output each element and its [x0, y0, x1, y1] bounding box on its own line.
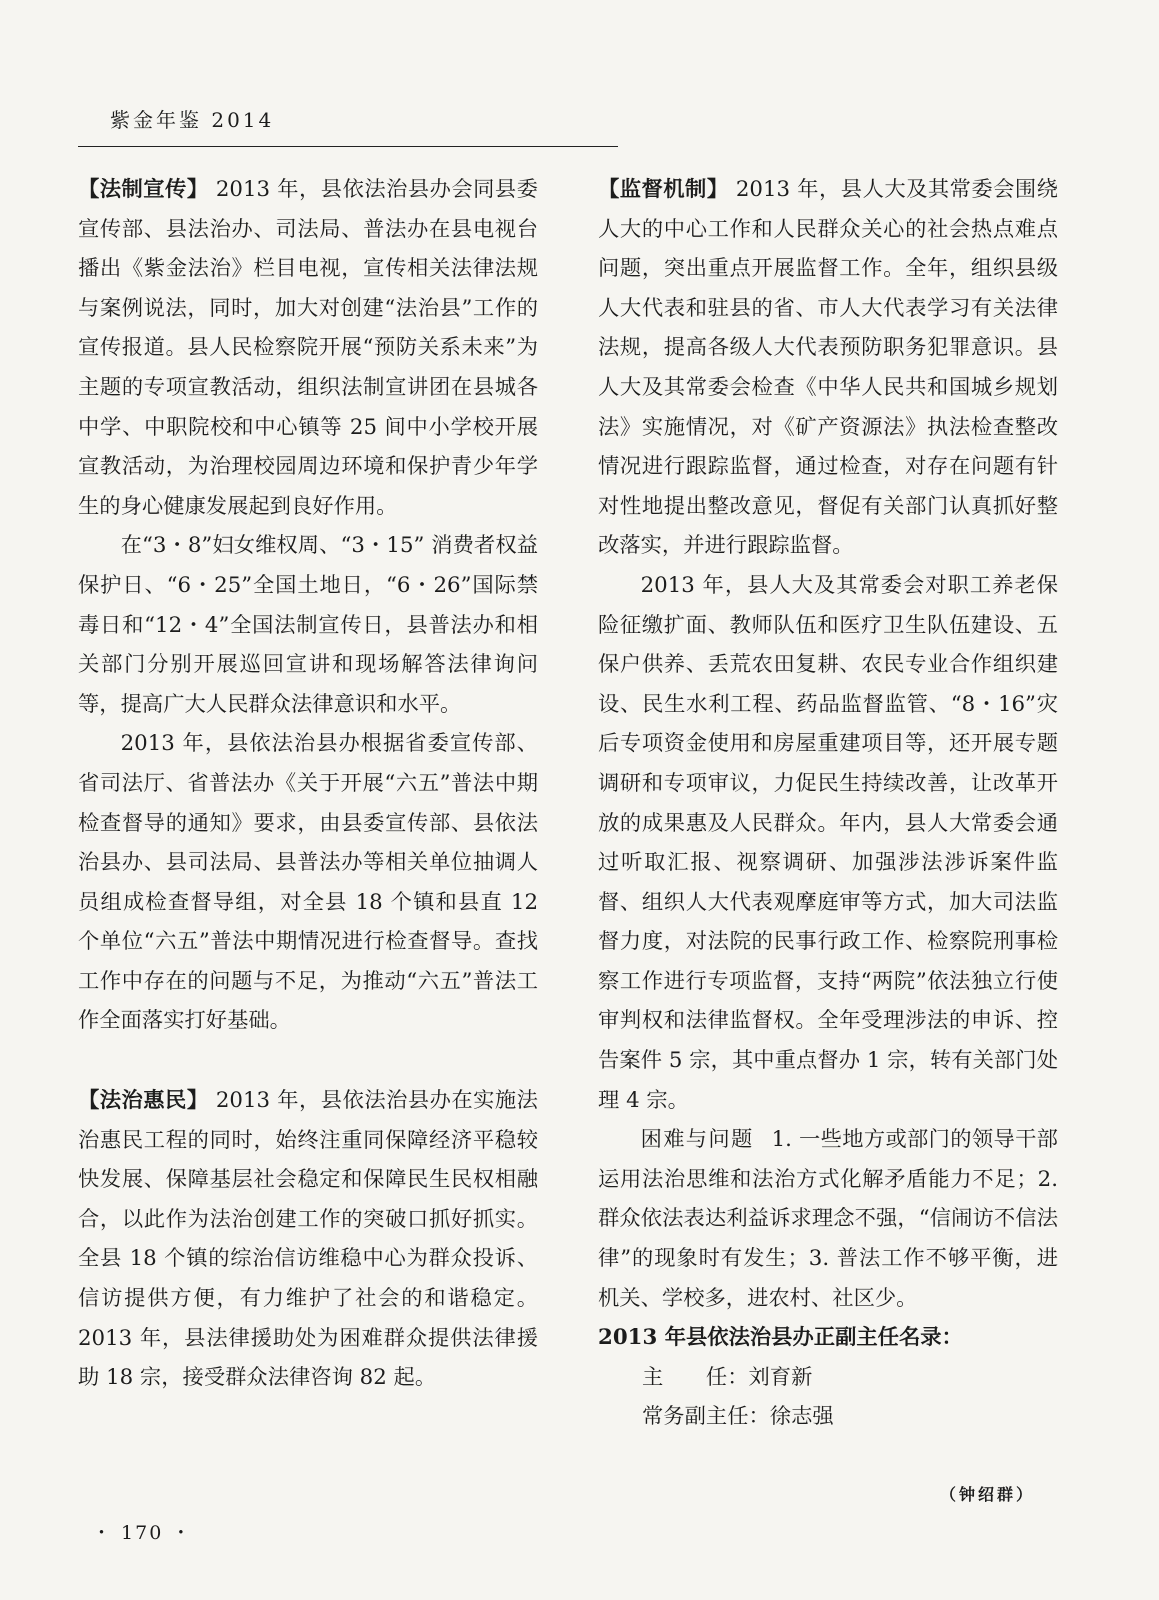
paragraph-text: 2013 年，县依法治县办会同县委宣传部、县法治办、司法局、普法办在县电视台播出《紫金法治》栏目电视，宣传相关法律法规与案例说法，同时，加大对创建“法治县”工作的宣传报道。县人民检察院开展“预防关系未来”为主题的专项宣教活动，组织法制宣讲团在县城各中学、中职院校和中心镇等 25 间中小学校开展宣教活动，为治理校园周边环境和保护青少年学生的身心健康发展起到良好作用。 — [78, 177, 538, 519]
running-header: 紫金年鉴 2014 — [110, 108, 275, 132]
right-column — [598, 170, 1058, 1437]
author-credit: （钟绍群） — [940, 1485, 1036, 1504]
page-number: ・ 170 ・ — [92, 1522, 193, 1544]
paragraph-text: 2013 年，县人大及其常委会围绕人大的中心工作和人民群众关心的社会热点难点问题，突出重点开展监督工作。全年，组织县级人大代表和驻县的省、市人大代表学习有关法律法规，提高各级人大代表预防职务犯罪意识。县人大及其常委会检查《中华人民共和国城乡规划法》实施情况，对《矿产资源法》执法检查整改情况进行跟踪监督，通过检查，对存在问题有针对性地提出整改意见，督促有关部门认真抓好整改落实，并进行跟踪监督。 — [598, 177, 1058, 559]
paragraph: 在“3・8”妇女维权周、“3・15” 消费者权益保护日、“6・25”全国土地日，“6・26”国际禁毒日和“12・4”全国法制宣传日，县普法办和相关部门分别开展巡回宣讲和现场解答法律询问等，提高广大人民群众法律意识和水平。 — [78, 533, 538, 717]
paragraph: 2013 年，县人大及其常委会对职工养老保险征缴扩面、教师队伍和医疗卫生队伍建设、五保户供养、丢荒农田复耕、农民专业合作组织建设、民生水利工程、药品监督监管、“8・16”灾后专项资金使用和房屋重建项目等，还开展专题调研和专项审议，力促民生持续改善，让改革开放的成果惠及人民群众。年内，县人大常委会通过听取汇报、视察调研、加强涉法涉诉案件监督、组织人大代表观摩庭审等方式，加大司法监督力度，对法院的民事行政工作、检察院刑事检察工作进行专项监督，支持“两院”依法独立行使审判权和法律监督权。全年受理涉法的申诉、控告案件 5 宗，其中重点督办 1 宗，转有关部门处理 4 宗。 — [598, 572, 1058, 1113]
paragraph-text: 1. 一些地方或部门的领导干部运用法治思维和法治方式化解矛盾能力不足；2. 群众依法表达利益诉求理念不强，“信闹访不信法律”的现象时有发生；3. 普法工作不够平衡，进机关、学校多，进农村、社区少。 — [598, 1127, 1058, 1311]
header-rule — [78, 146, 618, 147]
roster-label: 常务副主任： — [642, 1404, 770, 1430]
section-heading-legal-publicity: 【法制宣传】 — [78, 177, 209, 202]
paragraph — [78, 170, 538, 526]
roster-name: 刘育新 — [748, 1364, 813, 1390]
section-heading-supervision-mechanism: 【监督机制】 — [598, 177, 729, 202]
problems-term: 困难与问题 — [640, 1127, 754, 1153]
paragraph — [598, 170, 1058, 566]
paragraph-text: 2013 年，县依法治县办在实施法治惠民工程的同时，始终注重同保障经济平稳较快发展、保障基层社会稳定和保障民生民权相融合，以此作为法治创建工作的突破口抓好抓实。全县 18 个镇的综治信访维稳中心为群众投诉、信访提供方便，有力维护了社会的和谐稳定。2013 年，县法律援助处为困难群众提供法律援助 18 宗，接受群众法律咨询 82 起。 — [78, 1088, 538, 1391]
roster-entry-deputy — [598, 1397, 1058, 1437]
roster-name: 徐志强 — [769, 1404, 834, 1430]
roster-entry-director — [598, 1358, 1058, 1398]
roster-title: 2013 年县依法治县办正副主任名录： — [598, 1325, 963, 1351]
paragraph — [598, 1120, 1058, 1318]
paragraph: 2013 年，县依法治县办根据省委宣传部、省司法厅、省普法办《关于开展“六五”普法中期检查督导的通知》要求，由县委宣传部、县依法治县办、县司法局、县普法办等相关单位抽调人员组成检查督导组，对全县 18 个镇和县直 12 个单位“六五”普法中期情况进行检查督导。查找工作中存在的问题与不足，为推动“六五”普法工作全面落实打好基础。 — [78, 731, 538, 1034]
roster-label: 主 任： — [642, 1364, 749, 1390]
left-column — [78, 170, 538, 1398]
paragraph — [78, 1081, 538, 1398]
section-heading-rule-of-law-benefits: 【法治惠民】 — [78, 1088, 209, 1114]
